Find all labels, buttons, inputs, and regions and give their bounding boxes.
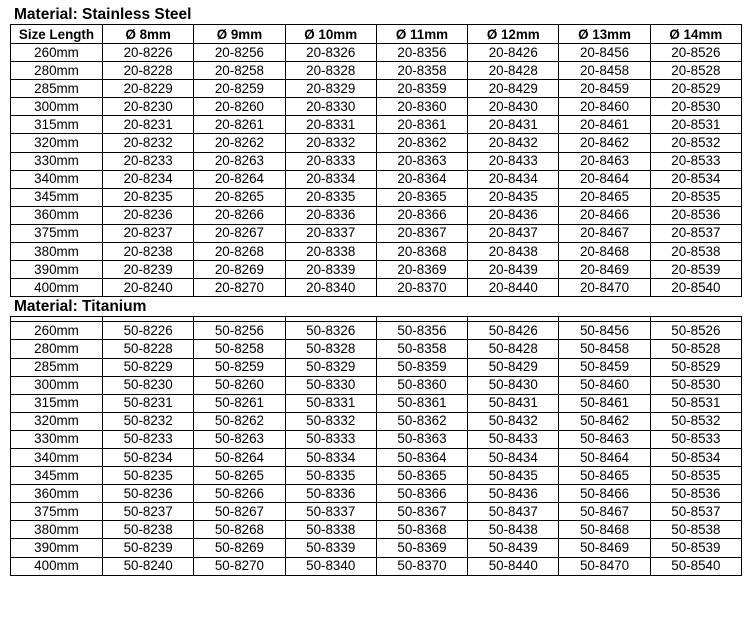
part-number-cell: 20-8463 bbox=[559, 152, 650, 170]
part-number-cell: 20-8537 bbox=[650, 224, 741, 242]
part-number-cell: 20-8367 bbox=[376, 224, 467, 242]
part-number-cell: 20-8456 bbox=[559, 44, 650, 62]
part-number-cell: 50-8364 bbox=[376, 448, 467, 466]
part-number-cell: 50-8463 bbox=[559, 430, 650, 448]
part-number-cell: 50-8430 bbox=[468, 376, 559, 394]
header-diameter-13mm: Ø 13mm bbox=[559, 25, 650, 44]
part-number-cell: 20-8356 bbox=[376, 44, 467, 62]
table-row bbox=[11, 62, 742, 80]
part-number-cell: 50-8234 bbox=[103, 448, 194, 466]
part-number-cell: 50-8326 bbox=[285, 322, 376, 340]
part-number-cell: 20-8233 bbox=[103, 152, 194, 170]
part-number-cell: 20-8536 bbox=[650, 206, 741, 224]
part-number-cell: 50-8239 bbox=[103, 539, 194, 557]
part-number-cell: 50-8268 bbox=[194, 521, 285, 539]
header-diameter-8mm: Ø 8mm bbox=[103, 25, 194, 44]
part-number-cell: 50-8265 bbox=[194, 467, 285, 485]
table-row bbox=[11, 188, 742, 206]
part-number-cell: 50-8335 bbox=[285, 467, 376, 485]
part-number-cell: 50-8356 bbox=[376, 322, 467, 340]
part-number-cell: 50-8534 bbox=[650, 448, 741, 466]
part-number-cell: 20-8265 bbox=[194, 188, 285, 206]
part-number-cell: 50-8428 bbox=[468, 340, 559, 358]
part-number-cell: 50-8339 bbox=[285, 539, 376, 557]
part-number-cell: 20-8539 bbox=[650, 261, 741, 279]
part-number-cell: 20-8432 bbox=[468, 134, 559, 152]
part-number-cell: 20-8433 bbox=[468, 152, 559, 170]
part-number-cell: 50-8363 bbox=[376, 430, 467, 448]
part-number-cell: 50-8256 bbox=[194, 322, 285, 340]
table-row bbox=[11, 224, 742, 242]
part-number-cell: 50-8440 bbox=[468, 557, 559, 575]
part-number-cell: 20-8237 bbox=[103, 224, 194, 242]
table-row bbox=[11, 557, 742, 575]
part-number-cell: 50-8458 bbox=[559, 340, 650, 358]
part-number-cell: 50-8360 bbox=[376, 376, 467, 394]
table-row bbox=[11, 134, 742, 152]
size-length-cell: 375mm bbox=[11, 224, 103, 242]
part-number-cell: 20-8258 bbox=[194, 62, 285, 80]
table-row bbox=[11, 448, 742, 466]
part-number-cell: 20-8226 bbox=[103, 44, 194, 62]
part-number-cell: 50-8464 bbox=[559, 448, 650, 466]
part-number-cell: 20-8332 bbox=[285, 134, 376, 152]
part-number-cell: 20-8468 bbox=[559, 243, 650, 261]
part-number-cell: 50-8367 bbox=[376, 503, 467, 521]
part-number-cell: 50-8529 bbox=[650, 358, 741, 376]
part-number-cell: 20-8337 bbox=[285, 224, 376, 242]
part-number-cell: 50-8262 bbox=[194, 412, 285, 430]
part-number-cell: 20-8434 bbox=[468, 170, 559, 188]
part-number-cell: 50-8469 bbox=[559, 539, 650, 557]
part-number-cell: 20-8269 bbox=[194, 261, 285, 279]
size-length-cell: 285mm bbox=[11, 80, 103, 98]
part-number-cell: 20-8340 bbox=[285, 279, 376, 297]
stainless-steel-table bbox=[10, 24, 742, 297]
part-number-cell: 20-8229 bbox=[103, 80, 194, 98]
part-number-cell: 20-8366 bbox=[376, 206, 467, 224]
part-number-cell: 50-8266 bbox=[194, 485, 285, 503]
part-number-cell: 50-8434 bbox=[468, 448, 559, 466]
part-number-cell: 20-8438 bbox=[468, 243, 559, 261]
part-number-cell: 20-8370 bbox=[376, 279, 467, 297]
size-length-cell: 280mm bbox=[11, 340, 103, 358]
part-number-cell: 20-8262 bbox=[194, 134, 285, 152]
part-number-cell: 50-8436 bbox=[468, 485, 559, 503]
part-number-cell: 20-8464 bbox=[559, 170, 650, 188]
table-row bbox=[11, 243, 742, 261]
part-number-cell: 20-8360 bbox=[376, 98, 467, 116]
part-number-cell: 50-8332 bbox=[285, 412, 376, 430]
part-number-cell: 50-8269 bbox=[194, 539, 285, 557]
size-length-cell: 340mm bbox=[11, 448, 103, 466]
size-length-cell: 360mm bbox=[11, 206, 103, 224]
part-number-cell: 20-8439 bbox=[468, 261, 559, 279]
part-number-cell: 20-8528 bbox=[650, 62, 741, 80]
part-number-cell: 20-8234 bbox=[103, 170, 194, 188]
part-number-cell: 50-8539 bbox=[650, 539, 741, 557]
part-number-cell: 50-8535 bbox=[650, 467, 741, 485]
table-row bbox=[11, 430, 742, 448]
part-number-cell: 20-8530 bbox=[650, 98, 741, 116]
part-number-cell: 20-8261 bbox=[194, 116, 285, 134]
part-number-cell: 50-8328 bbox=[285, 340, 376, 358]
part-number-cell: 50-8362 bbox=[376, 412, 467, 430]
part-number-cell: 20-8469 bbox=[559, 261, 650, 279]
table-row bbox=[11, 394, 742, 412]
size-length-cell: 400mm bbox=[11, 557, 103, 575]
part-number-cell: 20-8361 bbox=[376, 116, 467, 134]
part-number-cell: 20-8331 bbox=[285, 116, 376, 134]
part-number-cell: 20-8461 bbox=[559, 116, 650, 134]
size-length-cell: 345mm bbox=[11, 467, 103, 485]
size-length-cell: 330mm bbox=[11, 152, 103, 170]
part-number-cell: 20-8240 bbox=[103, 279, 194, 297]
table-row bbox=[11, 358, 742, 376]
table-row bbox=[11, 44, 742, 62]
part-number-cell: 20-8429 bbox=[468, 80, 559, 98]
part-number-cell: 50-8461 bbox=[559, 394, 650, 412]
part-number-cell: 20-8326 bbox=[285, 44, 376, 62]
part-number-cell: 50-8532 bbox=[650, 412, 741, 430]
part-number-cell: 20-8270 bbox=[194, 279, 285, 297]
part-number-cell: 20-8231 bbox=[103, 116, 194, 134]
part-number-cell: 50-8267 bbox=[194, 503, 285, 521]
part-number-cell: 50-8465 bbox=[559, 467, 650, 485]
part-number-cell: 50-8260 bbox=[194, 376, 285, 394]
part-number-cell: 50-8240 bbox=[103, 557, 194, 575]
table-row bbox=[11, 80, 742, 98]
part-number-cell: 50-8361 bbox=[376, 394, 467, 412]
size-length-cell: 320mm bbox=[11, 134, 103, 152]
part-number-cell: 20-8534 bbox=[650, 170, 741, 188]
part-number-cell: 50-8258 bbox=[194, 340, 285, 358]
part-number-cell: 50-8236 bbox=[103, 485, 194, 503]
size-length-cell: 375mm bbox=[11, 503, 103, 521]
part-number-cell: 20-8462 bbox=[559, 134, 650, 152]
size-length-cell: 390mm bbox=[11, 539, 103, 557]
part-number-cell: 50-8235 bbox=[103, 467, 194, 485]
size-length-cell: 340mm bbox=[11, 170, 103, 188]
stainless-steel-section-title: Material: Stainless Steel bbox=[14, 6, 192, 23]
part-number-cell: 20-8264 bbox=[194, 170, 285, 188]
part-number-cell: 50-8333 bbox=[285, 430, 376, 448]
table-row bbox=[11, 116, 742, 134]
part-number-cell: 50-8366 bbox=[376, 485, 467, 503]
table-row bbox=[11, 376, 742, 394]
table-row bbox=[11, 206, 742, 224]
part-number-cell: 50-8270 bbox=[194, 557, 285, 575]
part-number-cell: 20-8238 bbox=[103, 243, 194, 261]
part-number-cell: 50-8263 bbox=[194, 430, 285, 448]
part-number-cell: 20-8368 bbox=[376, 243, 467, 261]
part-number-cell: 20-8266 bbox=[194, 206, 285, 224]
part-number-cell: 50-8438 bbox=[468, 521, 559, 539]
part-number-cell: 50-8365 bbox=[376, 467, 467, 485]
part-number-cell: 20-8435 bbox=[468, 188, 559, 206]
table-row bbox=[11, 279, 742, 297]
size-length-cell: 330mm bbox=[11, 430, 103, 448]
part-number-cell: 20-8362 bbox=[376, 134, 467, 152]
part-number-cell: 20-8466 bbox=[559, 206, 650, 224]
part-number-cell: 50-8537 bbox=[650, 503, 741, 521]
part-number-cell: 50-8540 bbox=[650, 557, 741, 575]
part-number-cell: 50-8470 bbox=[559, 557, 650, 575]
table-row bbox=[11, 503, 742, 521]
part-number-cell: 20-8430 bbox=[468, 98, 559, 116]
part-number-cell: 20-8428 bbox=[468, 62, 559, 80]
part-number-cell: 20-8256 bbox=[194, 44, 285, 62]
table-row bbox=[11, 98, 742, 116]
part-number-cell: 50-8530 bbox=[650, 376, 741, 394]
part-number-cell: 50-8359 bbox=[376, 358, 467, 376]
part-number-cell: 50-8538 bbox=[650, 521, 741, 539]
part-number-cell: 20-8465 bbox=[559, 188, 650, 206]
part-number-cell: 50-8259 bbox=[194, 358, 285, 376]
part-number-cell: 20-8232 bbox=[103, 134, 194, 152]
part-number-cell: 50-8433 bbox=[468, 430, 559, 448]
table-header-row bbox=[11, 25, 742, 44]
part-number-cell: 20-8436 bbox=[468, 206, 559, 224]
part-number-cell: 20-8369 bbox=[376, 261, 467, 279]
table-row bbox=[11, 412, 742, 430]
part-number-cell: 50-8370 bbox=[376, 557, 467, 575]
part-number-cell: 20-8230 bbox=[103, 98, 194, 116]
part-number-cell: 20-8328 bbox=[285, 62, 376, 80]
table-row bbox=[11, 485, 742, 503]
titanium-table bbox=[10, 316, 742, 575]
size-length-cell: 260mm bbox=[11, 322, 103, 340]
table-row bbox=[11, 539, 742, 557]
size-length-cell: 260mm bbox=[11, 44, 103, 62]
size-length-cell: 390mm bbox=[11, 261, 103, 279]
part-number-cell: 20-8260 bbox=[194, 98, 285, 116]
part-number-cell: 50-8340 bbox=[285, 557, 376, 575]
part-number-cell: 20-8458 bbox=[559, 62, 650, 80]
part-number-cell: 50-8528 bbox=[650, 340, 741, 358]
part-number-cell: 50-8229 bbox=[103, 358, 194, 376]
part-number-cell: 50-8369 bbox=[376, 539, 467, 557]
part-number-cell: 50-8334 bbox=[285, 448, 376, 466]
table-row bbox=[11, 152, 742, 170]
part-number-cell: 50-8228 bbox=[103, 340, 194, 358]
size-length-cell: 380mm bbox=[11, 521, 103, 539]
part-number-cell: 20-8359 bbox=[376, 80, 467, 98]
part-number-cell: 20-8467 bbox=[559, 224, 650, 242]
header-diameter-14mm: Ø 14mm bbox=[650, 25, 741, 44]
part-number-cell: 50-8431 bbox=[468, 394, 559, 412]
part-number-cell: 20-8268 bbox=[194, 243, 285, 261]
header-size-length: Size Length bbox=[11, 25, 103, 44]
part-number-cell: 50-8533 bbox=[650, 430, 741, 448]
part-number-cell: 50-8232 bbox=[103, 412, 194, 430]
part-number-cell: 50-8331 bbox=[285, 394, 376, 412]
part-number-cell: 20-8460 bbox=[559, 98, 650, 116]
size-length-cell: 315mm bbox=[11, 394, 103, 412]
table-row bbox=[11, 261, 742, 279]
part-number-cell: 20-8239 bbox=[103, 261, 194, 279]
part-number-cell: 50-8237 bbox=[103, 503, 194, 521]
part-number-cell: 20-8335 bbox=[285, 188, 376, 206]
part-number-cell: 20-8538 bbox=[650, 243, 741, 261]
part-number-cell: 50-8439 bbox=[468, 539, 559, 557]
part-number-cell: 20-8364 bbox=[376, 170, 467, 188]
titanium-section-title: Material: Titanium bbox=[14, 298, 147, 316]
part-number-cell: 50-8468 bbox=[559, 521, 650, 539]
size-length-cell: 320mm bbox=[11, 412, 103, 430]
size-length-cell: 300mm bbox=[11, 98, 103, 116]
part-number-cell: 20-8330 bbox=[285, 98, 376, 116]
part-number-cell: 50-8226 bbox=[103, 322, 194, 340]
part-number-cell: 50-8233 bbox=[103, 430, 194, 448]
part-number-cell: 50-8435 bbox=[468, 467, 559, 485]
part-number-cell: 20-8333 bbox=[285, 152, 376, 170]
part-number-cell: 50-8531 bbox=[650, 394, 741, 412]
part-number-cell: 20-8259 bbox=[194, 80, 285, 98]
part-number-cell: 50-8368 bbox=[376, 521, 467, 539]
part-number-cell: 20-8529 bbox=[650, 80, 741, 98]
part-number-cell: 20-8426 bbox=[468, 44, 559, 62]
part-number-cell: 50-8329 bbox=[285, 358, 376, 376]
part-number-cell: 20-8459 bbox=[559, 80, 650, 98]
part-number-cell: 20-8532 bbox=[650, 134, 741, 152]
part-number-cell: 50-8429 bbox=[468, 358, 559, 376]
part-number-cell: 50-8460 bbox=[559, 376, 650, 394]
part-number-cell: 20-8437 bbox=[468, 224, 559, 242]
part-number-cell: 20-8334 bbox=[285, 170, 376, 188]
part-number-cell: 20-8526 bbox=[650, 44, 741, 62]
size-length-cell: 345mm bbox=[11, 188, 103, 206]
table-row bbox=[11, 322, 742, 340]
header-diameter-12mm: Ø 12mm bbox=[468, 25, 559, 44]
part-number-cell: 50-8437 bbox=[468, 503, 559, 521]
size-length-cell: 380mm bbox=[11, 243, 103, 261]
part-number-cell: 50-8466 bbox=[559, 485, 650, 503]
part-number-cell: 50-8467 bbox=[559, 503, 650, 521]
part-number-cell: 50-8238 bbox=[103, 521, 194, 539]
size-length-cell: 285mm bbox=[11, 358, 103, 376]
size-length-cell: 300mm bbox=[11, 376, 103, 394]
part-number-cell: 20-8470 bbox=[559, 279, 650, 297]
part-number-cell: 50-8456 bbox=[559, 322, 650, 340]
part-number-cell: 20-8339 bbox=[285, 261, 376, 279]
part-number-cell: 50-8526 bbox=[650, 322, 741, 340]
part-number-cell: 20-8440 bbox=[468, 279, 559, 297]
part-number-cell: 20-8329 bbox=[285, 80, 376, 98]
part-number-cell: 20-8236 bbox=[103, 206, 194, 224]
part-number-cell: 50-8462 bbox=[559, 412, 650, 430]
part-number-cell: 20-8358 bbox=[376, 62, 467, 80]
part-number-cell: 20-8365 bbox=[376, 188, 467, 206]
part-number-cell: 50-8338 bbox=[285, 521, 376, 539]
part-number-cell: 20-8531 bbox=[650, 116, 741, 134]
part-number-cell: 50-8330 bbox=[285, 376, 376, 394]
stainless-steel-table-body bbox=[11, 44, 742, 297]
table-row bbox=[11, 467, 742, 485]
table-row bbox=[11, 170, 742, 188]
table-row bbox=[11, 521, 742, 539]
header-diameter-11mm: Ø 11mm bbox=[376, 25, 467, 44]
part-number-cell: 50-8264 bbox=[194, 448, 285, 466]
size-length-cell: 315mm bbox=[11, 116, 103, 134]
part-number-cell: 50-8536 bbox=[650, 485, 741, 503]
part-number-cell: 20-8338 bbox=[285, 243, 376, 261]
part-number-cell: 20-8235 bbox=[103, 188, 194, 206]
part-number-cell: 20-8540 bbox=[650, 279, 741, 297]
part-number-cell: 50-8432 bbox=[468, 412, 559, 430]
titanium-table-body bbox=[11, 317, 742, 575]
part-number-cell: 50-8230 bbox=[103, 376, 194, 394]
table-row bbox=[11, 340, 742, 358]
part-number-cell: 50-8336 bbox=[285, 485, 376, 503]
part-number-cell: 50-8231 bbox=[103, 394, 194, 412]
part-number-cell: 20-8228 bbox=[103, 62, 194, 80]
header-diameter-10mm: Ø 10mm bbox=[285, 25, 376, 44]
part-number-cell: 20-8263 bbox=[194, 152, 285, 170]
size-length-cell: 280mm bbox=[11, 62, 103, 80]
part-number-cell: 50-8261 bbox=[194, 394, 285, 412]
part-number-cell: 50-8337 bbox=[285, 503, 376, 521]
part-number-cell: 20-8533 bbox=[650, 152, 741, 170]
part-number-cell: 50-8426 bbox=[468, 322, 559, 340]
part-number-cell: 20-8431 bbox=[468, 116, 559, 134]
part-number-cell: 20-8363 bbox=[376, 152, 467, 170]
part-number-cell: 20-8267 bbox=[194, 224, 285, 242]
part-number-cell: 20-8535 bbox=[650, 188, 741, 206]
size-length-cell: 400mm bbox=[11, 279, 103, 297]
part-number-cell: 50-8358 bbox=[376, 340, 467, 358]
part-number-cell: 20-8336 bbox=[285, 206, 376, 224]
header-diameter-9mm: Ø 9mm bbox=[194, 25, 285, 44]
size-length-cell: 360mm bbox=[11, 485, 103, 503]
part-number-cell: 50-8459 bbox=[559, 358, 650, 376]
